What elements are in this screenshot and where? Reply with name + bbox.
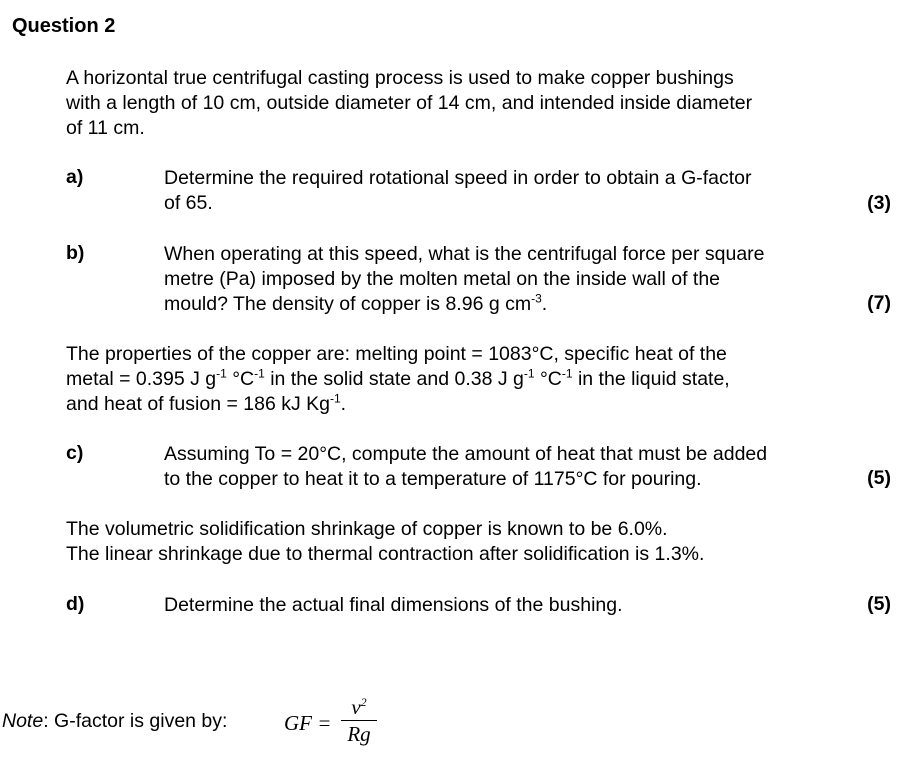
- properties-text: and heat of fusion = 186 kJ Kg: [66, 393, 330, 415]
- part-d-text: [164, 593, 623, 618]
- part-b-text: [164, 242, 765, 317]
- intro-line: of 11 cm.: [66, 117, 145, 139]
- unit-exponent: -1: [216, 366, 227, 381]
- properties-text: °C: [534, 368, 562, 390]
- part-a-line: of 65.: [164, 192, 213, 214]
- part-b-line: [164, 292, 765, 317]
- properties-text: in the solid state and 0.38 J g: [264, 368, 524, 390]
- part-b-period: .: [541, 293, 548, 315]
- properties-text: °C: [226, 368, 255, 390]
- part-b-marks: (7): [867, 292, 891, 314]
- intro-line: with a length of 10 cm, outside diameter of 14 cm, and intended inside diameter: [66, 92, 753, 114]
- part-a-line: Determine the required rotational speed in order to obtain a G-factor: [164, 167, 752, 189]
- unit-exponent: -1: [523, 366, 535, 381]
- properties-paragraph: [66, 342, 730, 417]
- formula-denominator: Rg: [347, 722, 371, 746]
- numerator-exponent: 2: [360, 695, 367, 709]
- numerator-variable: v: [351, 695, 361, 719]
- part-a-text: [164, 166, 752, 216]
- formula-numerator: [340, 694, 378, 720]
- properties-line: [66, 392, 730, 417]
- shrinkage-paragraph: [66, 517, 704, 567]
- properties-text: .: [340, 393, 347, 415]
- shrinkage-line: The volumetric solidification shrinkage of copper is known to be 6.0%.: [66, 518, 668, 540]
- unit-exponent: -1: [561, 366, 573, 381]
- properties-line: [66, 367, 730, 392]
- question-heading: Question 2: [12, 15, 116, 37]
- unit-exponent: -1: [329, 391, 341, 406]
- part-c-text: [164, 442, 767, 492]
- part-b-line3: mould? The density of copper is 8.96 g cm: [164, 293, 532, 315]
- intro-line: A horizontal true centrifugal casting process is used to make copper bushings: [66, 67, 734, 89]
- formula-lhs: GF =: [284, 711, 332, 735]
- properties-text: metal = 0.395 J g: [66, 368, 217, 390]
- part-c-marks: (5): [867, 467, 891, 489]
- part-b-line: When operating at this speed, what is the centrifugal force per square: [164, 243, 765, 265]
- part-d-label: d): [66, 593, 85, 615]
- note-label: Note: [2, 710, 44, 732]
- part-d-marks: (5): [867, 593, 891, 615]
- part-d-line: Determine the actual final dimensions of the bushing.: [164, 594, 623, 616]
- part-c-line: to the copper to heat it to a temperature of 1175°C for pouring.: [164, 468, 702, 490]
- part-a-marks: (3): [867, 192, 891, 214]
- note-text: : G-factor is given by:: [43, 710, 228, 732]
- shrinkage-line: The linear shrinkage due to thermal contraction after solidification is 1.3%.: [66, 543, 705, 565]
- part-b-label: b): [66, 242, 85, 264]
- properties-line: The properties of the copper are: melting point = 1083°C, specific heat of the: [66, 343, 727, 365]
- part-b-line: metre (Pa) imposed by the molten metal on the inside wall of the: [164, 268, 721, 290]
- formula-fraction: [340, 694, 378, 747]
- note-line: [2, 710, 227, 733]
- intro-paragraph: [66, 66, 752, 141]
- properties-text: in the liquid state,: [572, 368, 730, 390]
- part-a-label: a): [66, 166, 84, 188]
- part-c-line: Assuming To = 20°C, compute the amount of heat that must be added: [164, 443, 768, 465]
- density-exponent: -3: [531, 291, 542, 306]
- unit-exponent: -1: [254, 366, 265, 381]
- part-c-label: c): [66, 442, 84, 464]
